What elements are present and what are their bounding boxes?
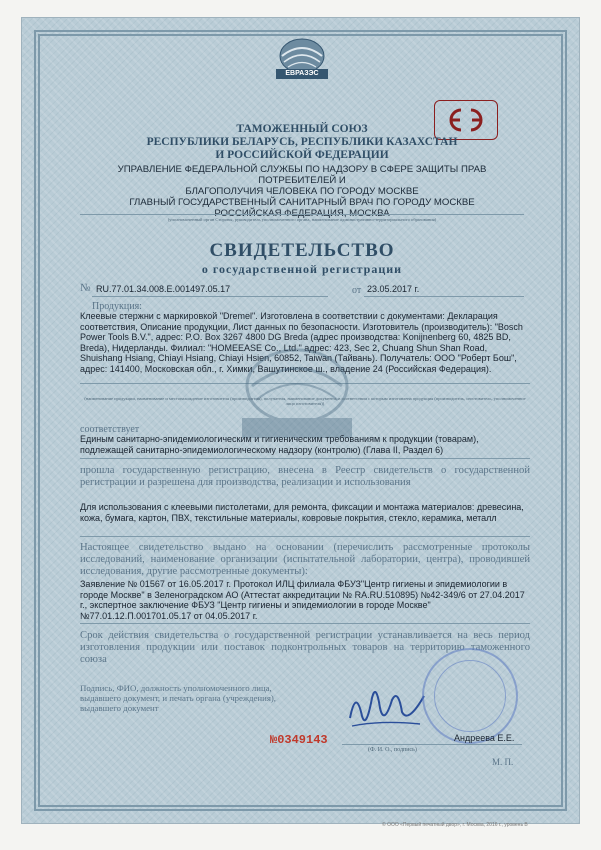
authority-line-3: ГЛАВНЫЙ ГОСУДАРСТВЕННЫЙ САНИТАРНЫЙ ВРАЧ ПО ГОРОДУ МОСКВЕ [129, 197, 475, 208]
usage-underline [80, 536, 530, 537]
certificate-number: RU.77.01.34.008.E.001497.05.17 [96, 284, 231, 294]
watermark-emblem [222, 346, 372, 442]
product-caption: (наименование продукции, наименование и местонахождение изготовителя (производителя), получателя, наименование документа, в соответствии с которым изготовлена продукция (производитель, изготовитель, уполномоченное лицо изготовителя)) [84, 396, 526, 406]
watermark-globe-icon [222, 346, 372, 442]
signature-icon [342, 678, 432, 738]
signatory-name: Андреева Е.Е. [454, 733, 515, 743]
document-subtitle: о государственной регистрации [201, 262, 403, 276]
number-label: № [80, 282, 91, 294]
signature-underline [342, 744, 522, 745]
date-label: от [352, 285, 362, 296]
basis-label: Настоящее свидетельство выдано на основании (перечислить рассмотренные протоколы исследований, наименование организации (испытательной лаборатории, центра), проводившей исследования, другие рассмотренные документы): [80, 542, 530, 577]
basis-text: Заявление № 01567 от 16.05.2017 г. Протокол ИЛЦ филиала ФБУЗ"Центр гигиены и эпидемиологии в городе Москве" в Зеленоградском АО (Аттестат аккредитации № RA.RU.510895) №42-349/6 от 27.04.2017 г., экспертное заключение ФБУЗ "Центр гигиены и эпидемиологии в городе Москве" №77.01.12.П.001701.05.17 от 04.05.2017 г. [80, 579, 525, 621]
printer-footer: © ООО «Первый печатный двор», г. Москва, 2016 г., уровень B [382, 822, 528, 828]
number-underline [92, 296, 328, 297]
date-underline [364, 296, 524, 297]
issue-date: 23.05.2017 г. [367, 284, 420, 294]
validity-text: Срок действия свидетельства о государственной регистрации устанавливается на весь период изготовления продукции или поставок подконтрольных товаров на территорию таможенного союза [80, 630, 530, 665]
authority-line-4: РОССИЙСКАЯ ФЕДЕРАЦИЯ, МОСКВА [214, 208, 390, 219]
compliance-text: Единым санитарно-эпидемиологическим и гигиеническим требованиям к продукции (товарам), подлежащей санитарно-эпидемиологическому надзору (контролю) (Глава II, Раздел 6) [80, 434, 479, 455]
official-stamp [422, 648, 518, 744]
registration-statement: прошла государственную регистрацию, внесена в Реестр свидетельств о государственной регистрации и разрешена для производства, реализации и использования [80, 465, 530, 488]
header-line-3: И РОССИЙСКОЙ ФЕДЕРАЦИИ [215, 149, 389, 161]
logo-text: ЕВРАЗЭС [285, 70, 319, 77]
authority-block [82, 164, 522, 219]
authority-line-1: УПРАВЛЕНИЕ ФЕДЕРАЛЬНОЙ СЛУЖБЫ ПО НАДЗОРУ В СФЕРЕ ЗАЩИТЫ ПРАВ ПОТРЕБИТЕЛЕЙ И [117, 164, 487, 186]
certificate-sheet [22, 18, 579, 823]
product-description: Клеевые стержни с маркировкой "Dremel". Изготовлена в соответствии с документами: Декларация соответствия, Описание продукции, Лист данных по безопасности. Изготовитель (производитель): "Bosch Power Tools B.V.", адрес: P.O. Box 3267 4800 DG Breda (адрес производства: Konijnenberg 60, 4825 BD, Breda), Нидерланды. Филиал: "HOMEEASE Co., Ltd." адрес: 423, Sec 2, Chuang Shun Shan Road, Shuishang Hsiang, Chiayi Hsiang, Chiayi Hsien, 60852, Taiwan (Тайвань). Получатель: ООО "Роберт Бош", адрес: 141400, Московская обл., г. Химки, Вашутинское ш., владение 24 (Российская Федерация). [80, 311, 523, 374]
authority-underline [80, 214, 524, 215]
usage-text: Для использования с клеевыми пистолетами, для ремонта, фиксации и монтажа материалов: древесина, кожа, бумага, картон, ПВХ, текстильные материалы, ковровые покрытия, стекло, керамика, металл [80, 502, 524, 523]
fio-caption: (Ф. И. О., подпись) [368, 747, 417, 753]
mp-label: М. П. [492, 757, 514, 767]
handwritten-signature [342, 678, 432, 738]
compliance-label: соответствует [80, 424, 140, 435]
serial-number: №0349143 [270, 733, 328, 747]
product-label: Продукция: [92, 301, 142, 312]
header-line-1: ТАМОЖЕННЫЙ СОЮЗ [236, 123, 368, 135]
signature-label: Подпись, ФИО, должность уполномоченного лица, выдавшего документ, и печать органа (учреждения), выдавшего документ [80, 683, 277, 713]
basis-underline [80, 623, 530, 624]
authority-caption: (уполномоченный орган Стороны, руководитель уполномоченного органа, наименование административно-территориального образования) [167, 217, 437, 222]
document-title: СВИДЕТЕЛЬСТВО [209, 240, 395, 261]
eurasec-logo [270, 36, 334, 80]
authority-line-2: БЛАГОПОЛУЧИЯ ЧЕЛОВЕКА ПО ГОРОДУ МОСКВЕ [185, 186, 419, 197]
header-line-2: РЕСПУБЛИКИ БЕЛАРУСЬ, РЕСПУБЛИКИ КАЗАХСТАН [146, 136, 458, 148]
union-header [102, 123, 502, 162]
compliance-underline [80, 458, 530, 459]
